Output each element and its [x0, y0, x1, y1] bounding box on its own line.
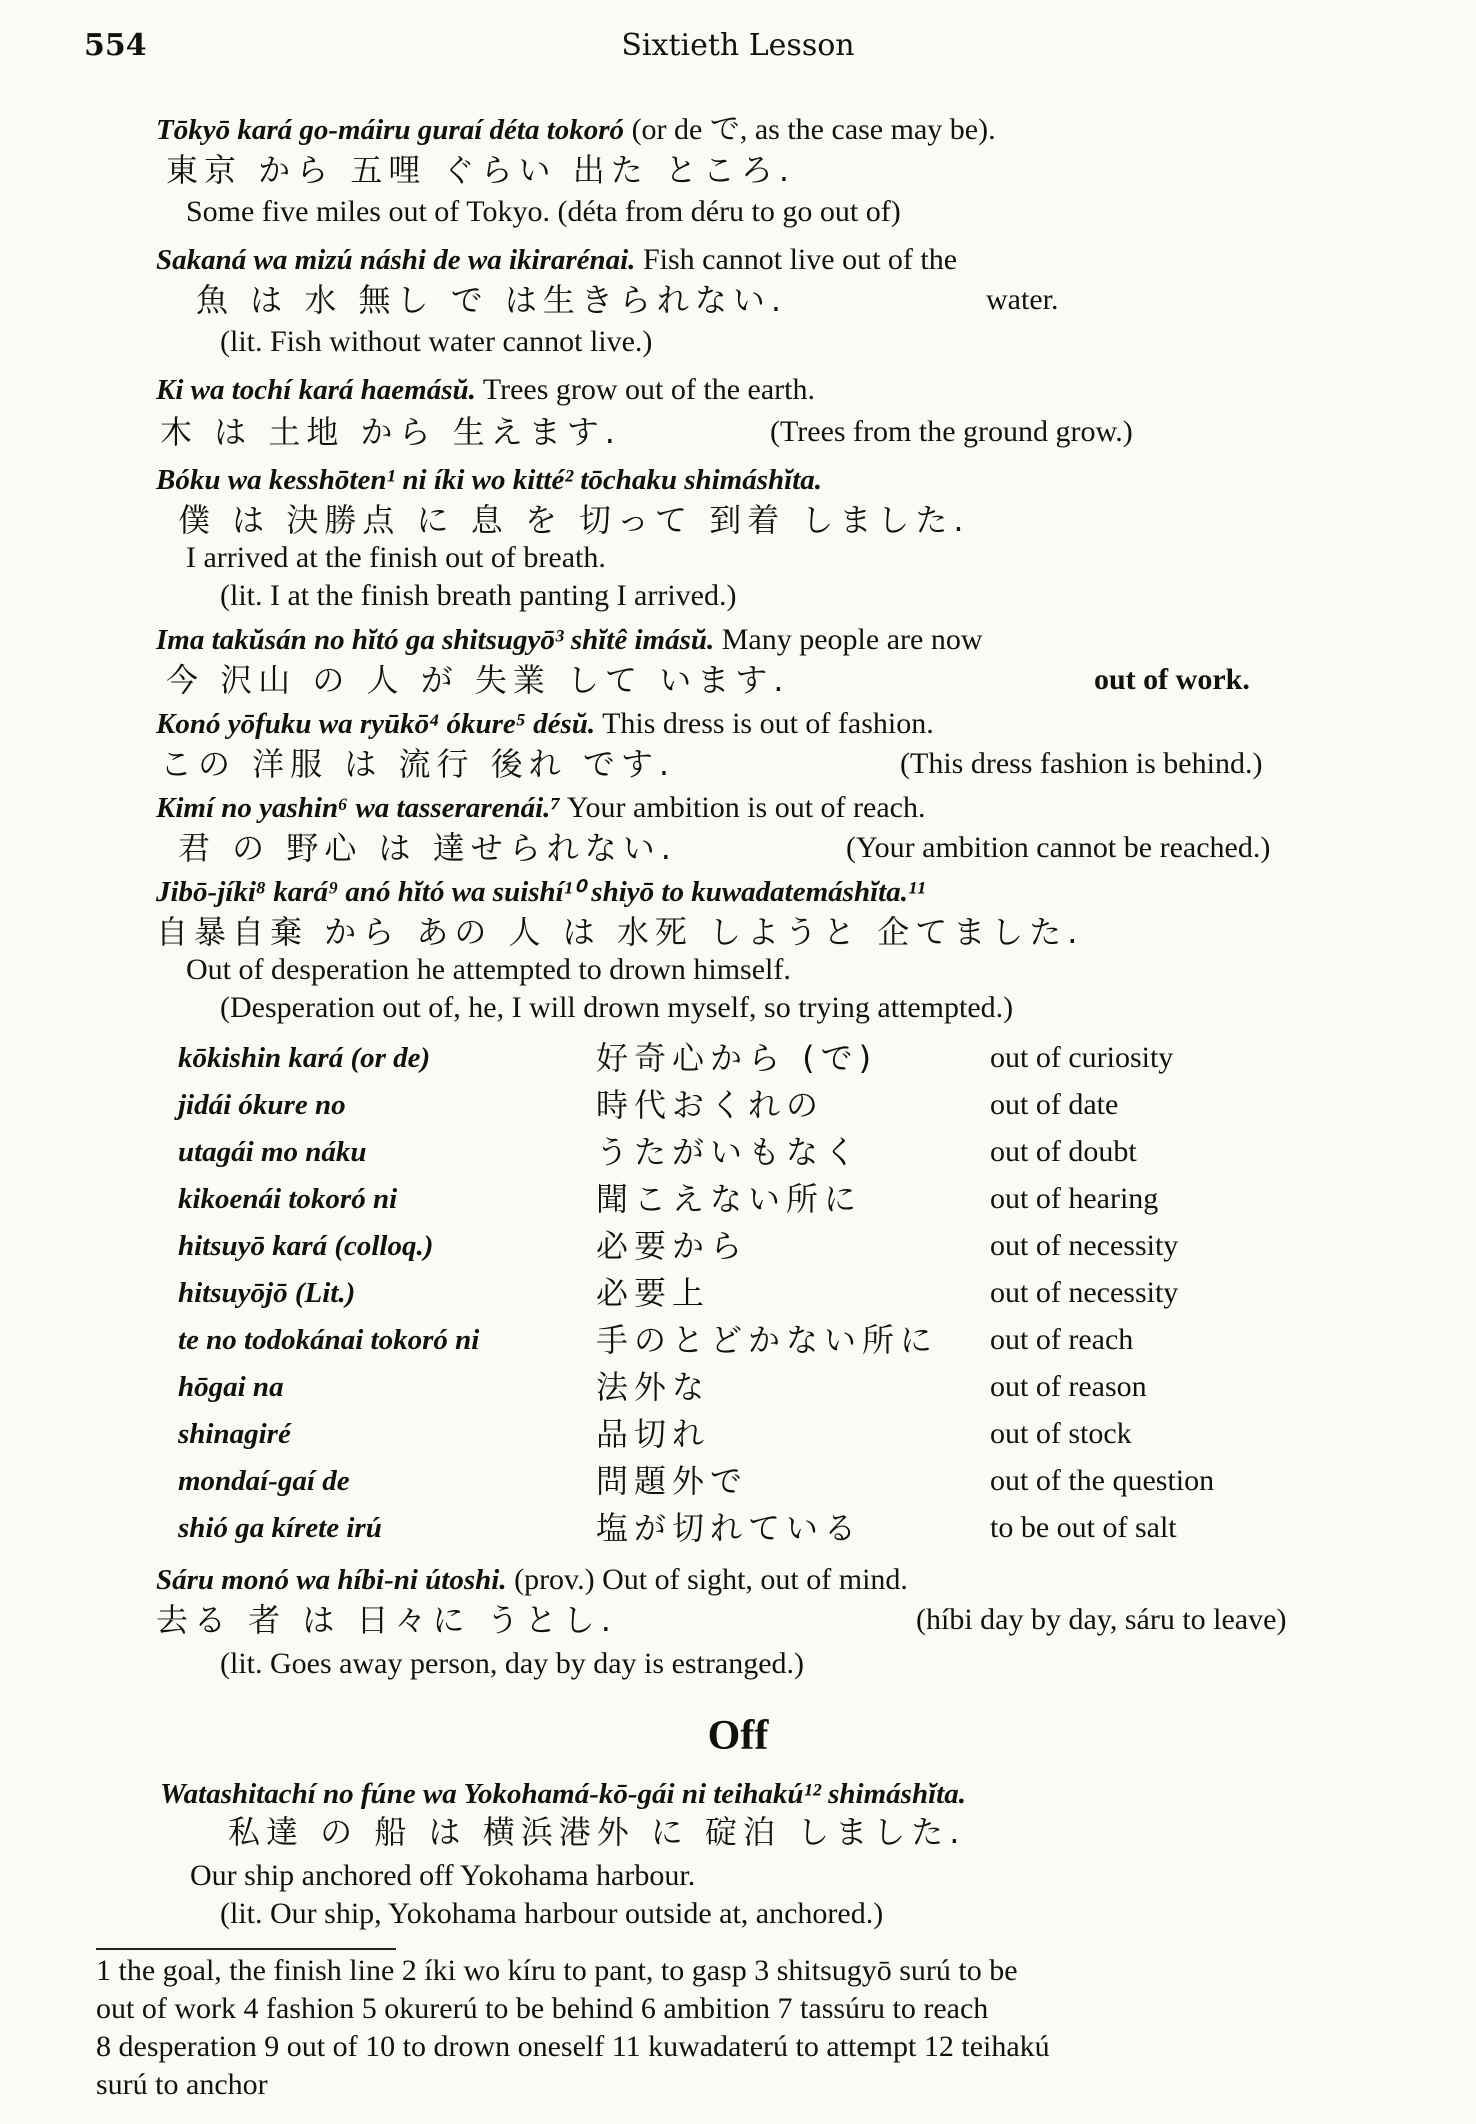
example-8-romaji: Jibō-jíki⁸ kará⁹ anó hĭtó wa suishí¹⁰ shiyō to kuwadatemáshĭta.¹¹: [156, 876, 926, 908]
example-6-japanese-line: この 洋服 は 流行 後れ です. (This dress fashion is behind.): [160, 745, 1263, 783]
proverb-romaji: Sáru monó wa híbi-ni útoshi. (prov.) Out of sight, out of mind.: [156, 1563, 908, 1596]
footnote-line: 1 the goal, the finish line 2 íki wo kíru to pant, to gasp 3 shitsugyō surú to be: [96, 1954, 1018, 1987]
example-8-japanese: 自暴自棄 から あの 人 は 水死 しようと 企てました.: [156, 913, 1084, 951]
example-3-romaji: Ki wa tochí kará haemásŭ. Trees grow out of the earth.: [156, 373, 815, 406]
example-5-romaji: Ima takŭsán no hĭtó ga shitsugyō³ shĭtê imásŭ. Many people are now: [156, 623, 983, 656]
example-2-romaji: Sakaná wa mizú náshi de wa ikirarénai. Fish cannot live out of the: [156, 243, 958, 276]
page-title: Sixtieth Lesson: [621, 28, 855, 63]
off-example-japanese: 私達 の 船 は 横浜港外 に 碇泊 しました.: [228, 1813, 966, 1851]
example-7-romaji: Kimí no yashin⁶ wa tasserarenái.⁷ Your ambition is out of reach.: [156, 791, 926, 824]
example-4-romaji: Bóku wa kesshōten¹ ni íki wo kitté² tōchaku shimáshĭta.: [156, 464, 823, 496]
example-1-english: Some five miles out of Tokyo. (déta from déru to go out of): [186, 195, 901, 228]
footnote-line: out of work 4 fashion 5 okurerú to be behind 6 ambition 7 tassúru to reach: [96, 1992, 989, 2025]
page-number: 554: [84, 28, 147, 63]
example-8-literal: (Desperation out of, he, I will drown myself, so trying attempted.): [220, 991, 1014, 1024]
example-6-romaji: Konó yōfuku wa ryūkō⁴ ókure⁵ désŭ. This dress is out of fashion.: [156, 707, 934, 740]
example-1-japanese: 東京 から 五哩 ぐらい 出た ところ.: [166, 151, 796, 189]
example-4-literal: (lit. I at the finish breath panting I arrived.): [220, 579, 737, 612]
section-title-off: Off: [707, 1713, 769, 1759]
footnote-line: surú to anchor: [96, 2068, 268, 2101]
example-1-romaji: Tōkyō kará go-máiru guraí déta tokoró (or de で, as the case may be).: [156, 113, 996, 146]
proverb-japanese-line: 去る 者 は 日々に うとし. (híbi day by day, sáru to leave): [156, 1601, 1287, 1639]
example-7-japanese-line: 君 の 野心 は 達せられない. (Your ambition cannot be reached.): [178, 829, 1271, 867]
lesson-content: Tōkyō kará go-máiru guraí déta tokoró (or de で, as the case may be). 東京 から 五哩 ぐらい 出た ところ. Some five miles out of Tokyo. (déta from déru to go out of) Sakaná wa mizú náshi de wa ikirarénai. Fish cannot live out of the 魚 は 水 無し で は生きられない. water. (lit. Fish without water cannot live.) Ki wa tochí kará haemásŭ. Trees grow out of the earth. 木 は 土地 から 生えます. (Trees from the ground grow.) Bóku wa kesshōten¹ ni íki wo kitté² tōchaku shimáshĭta. 僕 は 決勝点 に 息 を 切って 到着 しました. I arrived at the finish out of breath. (lit. I at the finish breath panting I arrived.) Ima takŭsán no hĭtó ga shitsugyō³ shĭtê imásŭ. Many people are now 今 沢山 の 人 が 失業 して います. out of work. Konó yōfuku wa ryūkō⁴ ókure⁵ désŭ. This dress is out of fashion. この 洋服 は 流行 後れ です. (This dress fashion is behind.) Kimí no yashin⁶ wa tasserarenái.⁷ Your ambition is out of reach. 君 の 野心 は 達せられない. (Your ambition cannot be reached.) Jibō-jíki⁸ kará⁹ anó hĭtó wa suishí¹⁰ shiyō to kuwadatemáshĭta.¹¹ 自暴自棄 から あの 人 は 水死 しようと 企てました. Out of desperation he attempted to drown himself. (Desperation out of, he, I will drown myself, so trying attempted.) kōkishin kará (or de) 好奇心から (で) out of curiosity jidái ókure no 時代おくれの out of date utagái mo náku うたがいもなく out of doubt kikoenái tokoró ni 聞こえない所に out of hearing hitsuyō kará (colloq.) 必要から out of necessity hitsuyōjō (Lit.) 必要上 out of necessity te no todokánai tokoró ni 手のとどかない所に out of reach hōgai na 法外な out of reason shinagiré 品切れ out of stock mondaí-gaí de 問題外で out of the question shió ga kírete irú 塩が切れている to be out of salt Sáru monó wa híbi-ni útoshi. (prov.) Out of sight, out of mind. 去る 者 は 日々に うとし. (híbi day by day, sáru to leave) (lit. Goes away person, day by day is estranged.) Off Watashitachí no fúne wa Yokohamá-kō-gái ni teihakú¹² shimáshĭta. 私達 の 船 は 横浜港外 に 碇泊 しました. Our ship anchored off Yokohama harbour. (lit. Our ship, Yokohama harbour outside at, anchored.) 1 the goal, the finish line 2 íki wo kíru to pant, to gasp 3 shitsugyō surú to be out of work 4 fashion 5 okurerú to be behind 6 ambition 7 tassúru to reach 8 desperation 9 out of 10 to drown oneself 11 kuwadaterú to attempt 12 teihakú surú to anchor: [0, 0, 1476, 2124]
example-8-english: Out of desperation he attempted to drown himself.: [186, 953, 791, 986]
example-4-japanese: 僕 は 決勝点 に 息 を 切って 到着 しました.: [178, 501, 970, 539]
example-4-english: I arrived at the finish out of breath.: [186, 541, 606, 574]
off-example-literal: (lit. Our ship, Yokohama harbour outside at, anchored.): [220, 1897, 884, 1930]
footnote-rule: [96, 1948, 396, 1950]
example-2-japanese-line: 魚 は 水 無し で は生きられない. water.: [196, 281, 1059, 319]
off-example-english: Our ship anchored off Yokohama harbour.: [190, 1859, 696, 1892]
footnote-line: 8 desperation 9 out of 10 to drown oneself 11 kuwadaterú to attempt 12 teihakú: [96, 2030, 1050, 2063]
footnotes: [96, 1952, 1396, 2104]
example-5-japanese-line: 今 沢山 の 人 が 失業 して います. out of work.: [166, 661, 1250, 699]
example-2-literal: (lit. Fish without water cannot live.): [220, 325, 653, 358]
off-example-romaji: Watashitachí no fúne wa Yokohamá-kō-gái ni teihakú¹² shimáshĭta.: [160, 1778, 966, 1810]
proverb-literal: (lit. Goes away person, day by day is estranged.): [220, 1647, 805, 1680]
example-3-japanese-line: 木 は 土地 から 生えます. (Trees from the ground grow.): [160, 413, 1133, 451]
